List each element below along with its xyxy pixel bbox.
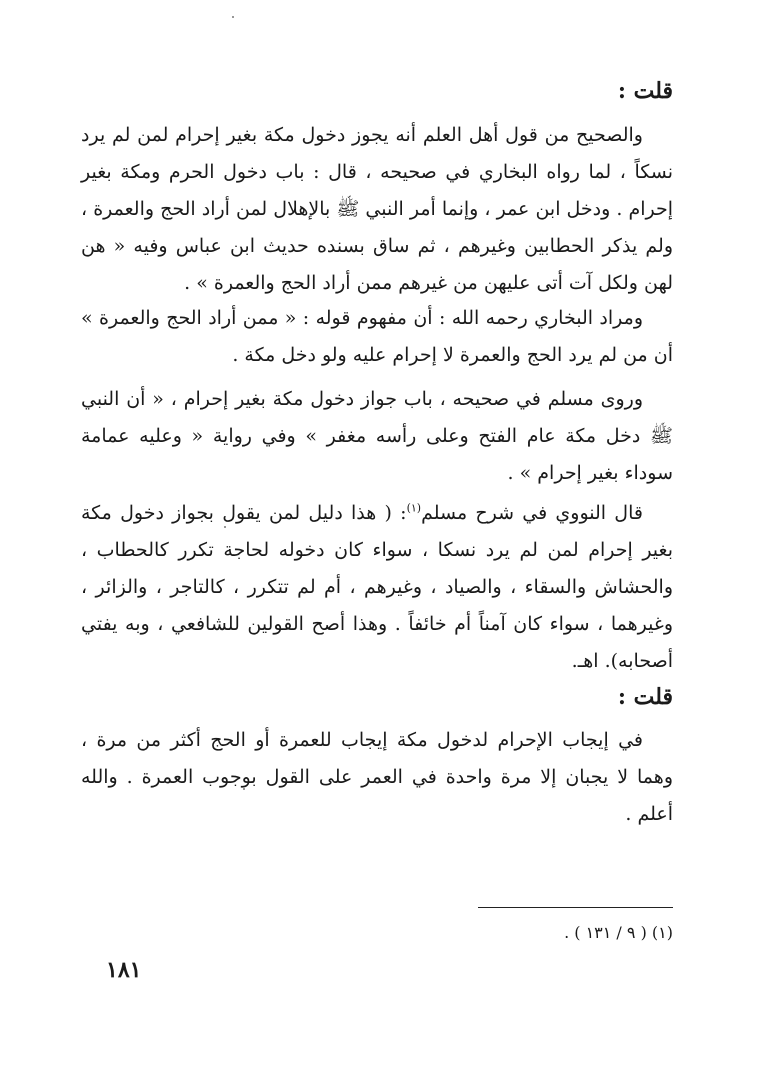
nawawi-quote: : ( هذا دليل لمن يقول بجواز دخول مكة بغير إحرام لمن لم يرد نسكا ، سواء كان دخوله لحاجة تكرر كالحطاب ، والحشاش والسقاء ، والصياد ، وغيرهم ، أم لم تتكرر ، كالتاجر ، والزائر ، وغيرهما ، سواء كان آمناً أم خائفاً . وهذا أصح القولين للشافعي ، وبه يفتي أصحابه). اهـ. (81, 502, 673, 672)
paragraph-muslim: وروى مسلم في صحيحه ، باب جواز دخول مكة بغير إحرام ، « أن النبي ﷺ دخل مكة عام الفتح وعلى رأسه مغفر » وفي رواية « وعليه عمامة سوداء بغير إحرام » . (81, 388, 674, 484)
footnote-reference-mark: (١) (406, 501, 422, 515)
scan-speck (243, 788, 245, 790)
scan-speck (224, 526, 226, 528)
page-number: ١٨١ (106, 957, 142, 983)
paragraph-nawawi (81, 495, 673, 680)
footnote-text: (١) ( ٩ / ١٣١ ) . (564, 923, 673, 942)
paragraph-conclusion: في إيجاب الإحرام لدخول مكة إيجاب للعمرة أو الحج أكثر من مرة ، وهما لا يجبان إلا مرة واحدة في العمر على القول بوجوب العمرة . والله أعلم . (81, 729, 673, 825)
paragraph-bukhari: والصحيح من قول أهل العلم أنه يجوز دخول مكة بغير إحرام لمن لم يرد نسكاً ، لما رواه البخاري في صحيحه ، قال : باب دخول الحرم ومكة بغير إحرام . ودخل ابن عمر ، وإنما أمر النبي ﷺ بالإهلال لمن أراد الحج والعمرة ، ولم يذكر الحطابين وغيرهم ، ثم ساق بسنده حديث ابن عباس وفيه « هن لهن ولكل آت أتى عليهن من غيرهم ممن أراد الحج والعمرة » . (81, 124, 673, 294)
heading-qultu-1: قلت : (617, 78, 673, 104)
heading-qultu-2: قلت : (617, 684, 673, 710)
paragraph-bukhari-meaning: ومراد البخاري رحمه الله : أن مفهوم قوله : « ممن أراد الحج والعمرة » أن من لم يرد الحج والعمرة لا إحرام عليه ولو دخل مكة . (81, 307, 673, 366)
nawawi-intro: قال النووي في شرح مسلم (421, 502, 643, 524)
footnote-divider (478, 907, 673, 908)
scan-speck (232, 16, 234, 18)
